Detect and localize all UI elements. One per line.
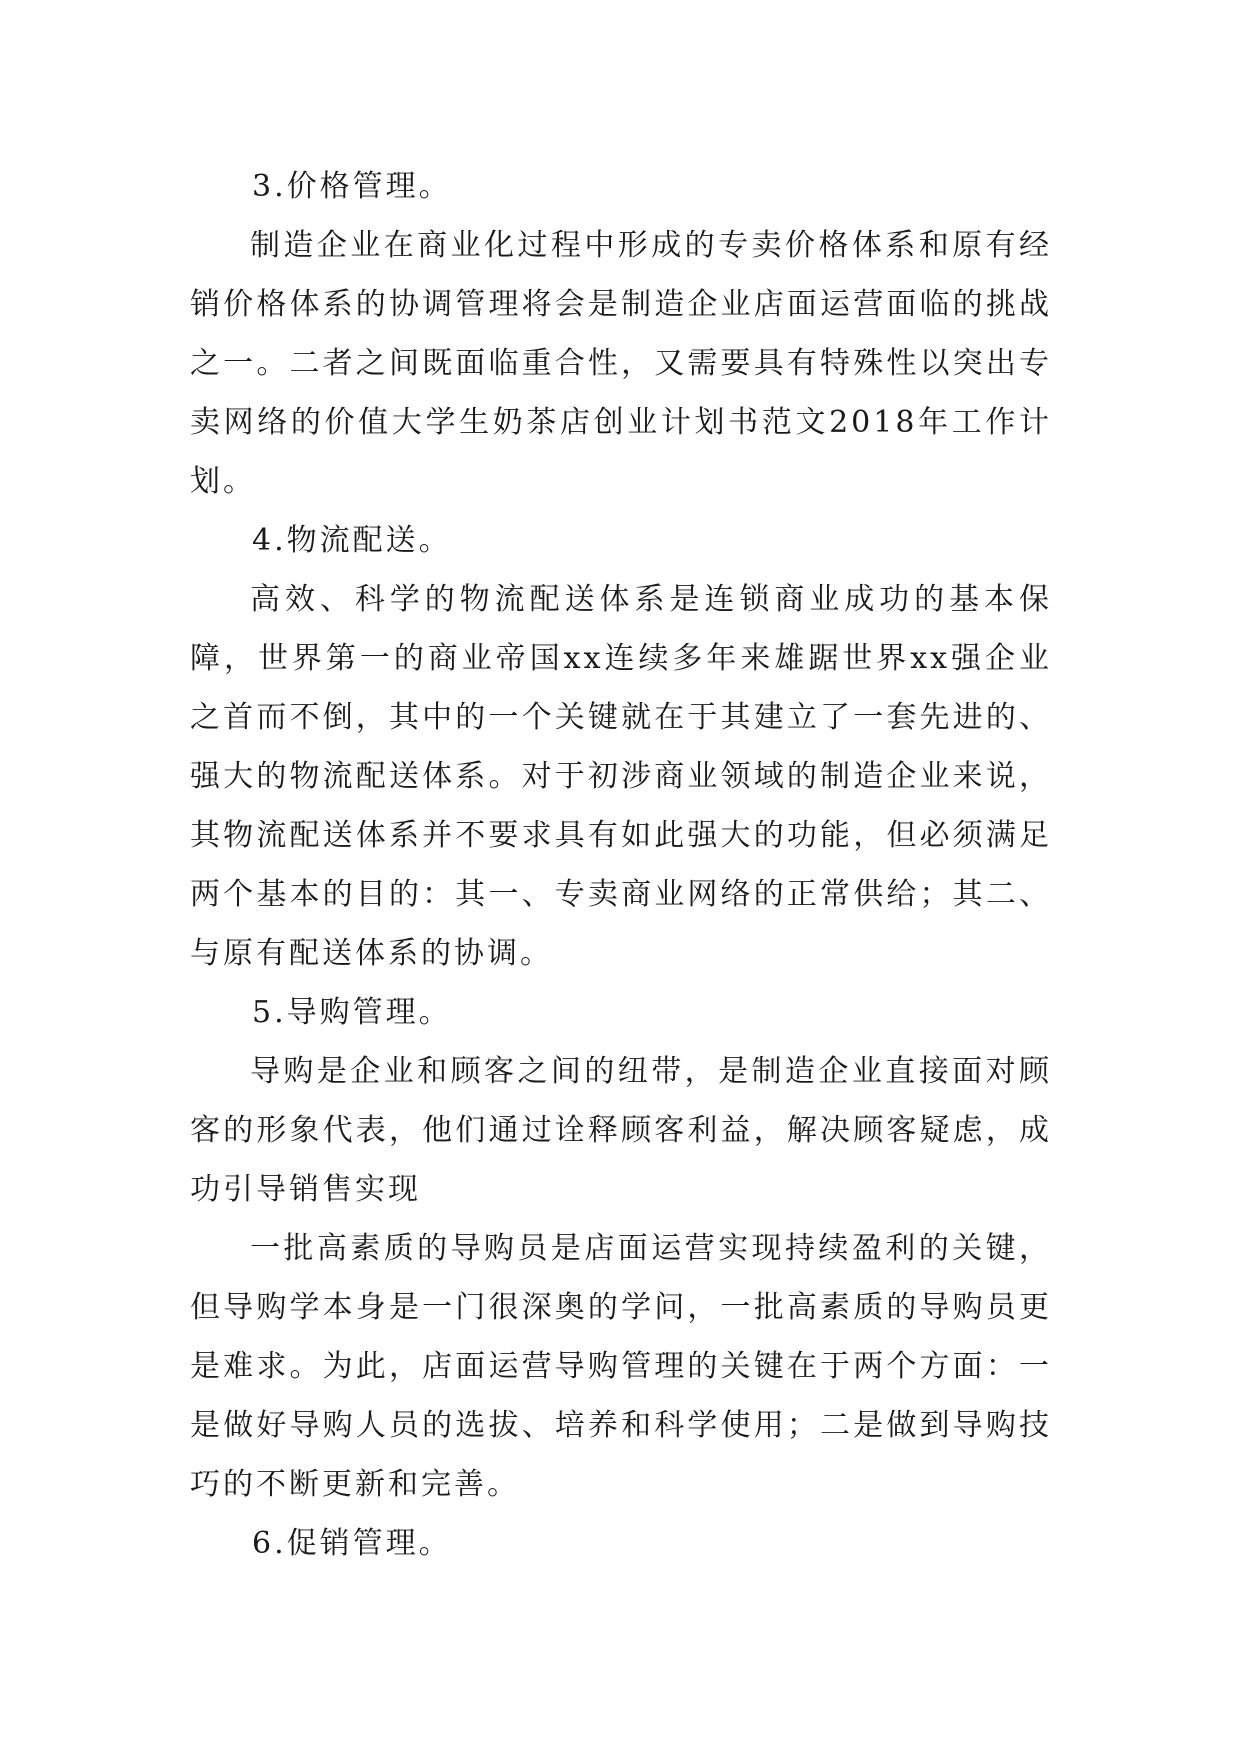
section-heading-promotion: 6.促销管理。: [252, 1526, 452, 1561]
paragraph-price-management: 制造企业在商业化过程中形成的专卖价格体系和原有经销价格体系的协调管理将会是制造企业店面运营面临的挑战之一。二者之间既面临重合性，又需要具有特殊性以突出专卖网络的价值大学生奶茶店创业计划书范文2018年工作计划。: [190, 228, 1052, 499]
section-heading-logistics: 4.物流配送。: [252, 523, 452, 558]
paragraph-shopping-guide-1: 导购是企业和顾客之间的纽带，是制造企业直接面对顾客的形象代表，他们通过诠释顾客利益，解决顾客疑虑，成功引导销售实现: [190, 1054, 1052, 1207]
document-body: [190, 157, 1052, 1573]
paragraph-logistics: 高效、科学的物流配送体系是连锁商业成功的基本保障，世界第一的商业帝国xx连续多年来雄踞世界xx强企业之首而不倒，其中的一个关键就在于其建立了一套先进的、强大的物流配送体系。对于初涉商业领域的制造企业来说，其物流配送体系并不要求具有如此强大的功能，但必须满足两个基本的目的：其一、专卖商业网络的正常供给；其二、与原有配送体系的协调。: [190, 582, 1052, 971]
paragraph-shopping-guide-2: 一批高素质的导购员是店面运营实现持续盈利的关键，但导购学本身是一门很深奥的学问，一批高素质的导购员更是难求。为此，店面运营导购管理的关键在于两个方面：一是做好导购人员的选拔、培养和科学使用；二是做到导购技巧的不断更新和完善。: [190, 1231, 1052, 1502]
section-heading-price-management: 3.价格管理。: [252, 169, 452, 204]
section-heading-shopping-guide: 5.导购管理。: [252, 995, 452, 1030]
